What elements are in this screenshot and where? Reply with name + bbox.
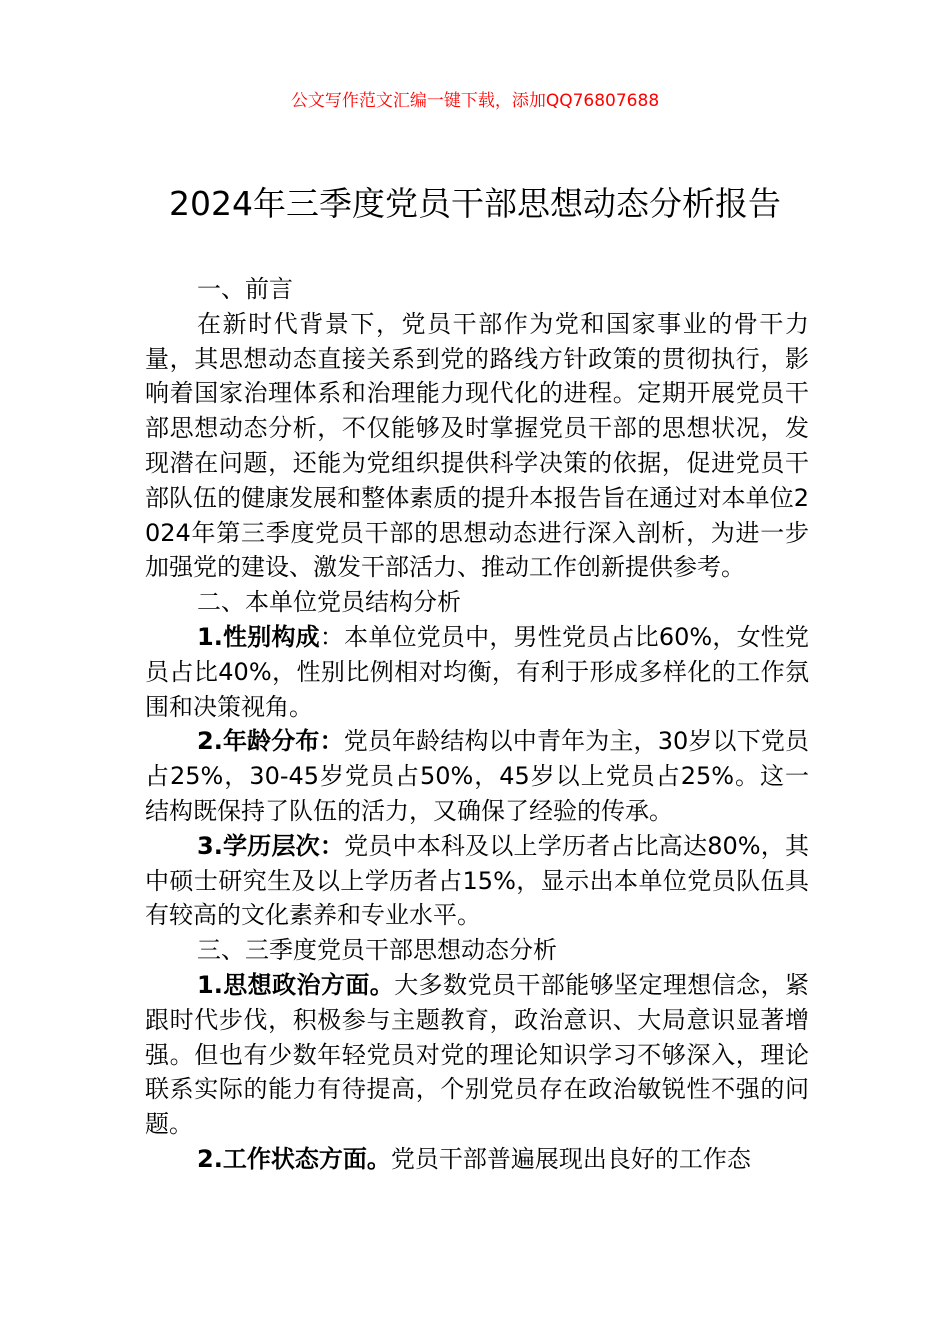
header-note: 公文写作范文汇编一键下载，添加QQ76807688 — [290, 91, 660, 111]
section-heading-analysis: 三、三季度党员干部思想动态分析 — [197, 936, 557, 965]
preface-paragraph: 在新时代背景下，党员干部作为党和国家事业的骨干力量，其思想动态直接关系到党的路线方针政策的贯彻执行，影响着国家治理体系和治理能力现代化的进程。定期开展党员干部思想动态分析，不仅能够及时掌握党员干部的思想状况，发现潜在问题，还能为党组织提供科学决策的依据，促进党员干部队伍的健康发展和整体素质的提升本报告旨在通过对本单位2024年第三季度党员干部的思想动态进行深入剖析，为进一步加强党的建设、激发干部活力、推动工作创新提供参考。 — [145, 309, 809, 582]
structure-education-paragraph — [145, 829, 809, 933]
document-body — [145, 272, 809, 1177]
section-heading-preface: 一、前言 — [197, 275, 293, 303]
section-heading-structure: 二、本单位党员结构分析 — [197, 588, 461, 617]
document-title: 2024年三季度党员干部思想动态分析报告 — [169, 184, 781, 223]
analysis-political-paragraph — [145, 968, 809, 1142]
paragraph-text: 党员中本科及以上学历者占比高达80%，其中硕士研究生及以上学历者占15%，显示出本单位党员队伍具有较高的文化素养和专业水平。 — [145, 831, 809, 930]
paragraph-lead: 2.工作状态方面。 — [197, 1144, 391, 1173]
paragraph-text: 党员干部普遍展现出良好的工作态 — [390, 1144, 751, 1173]
paragraph-lead: 3.学历层次： — [197, 831, 345, 860]
paragraph-lead: 2.年龄分布： — [197, 727, 344, 756]
structure-age-paragraph — [145, 724, 809, 828]
analysis-work-paragraph — [145, 1142, 809, 1177]
structure-gender-paragraph — [145, 620, 809, 724]
paragraph-text: ：本单位党员中，男性党员占比60%，女性党员占比40%，性别比例相对均衡，有利于形成多样化的工作氛围和决策视角。 — [145, 622, 809, 721]
paragraph-text: 大多数党员干部能够坚定理想信念，紧跟时代步伐，积极参与主题教育，政治意识、大局意识显著增强。但也有少数年轻党员对党的理论知识学习不够深入，理论联系实际的能力有待提高，个别党员存在政治敏锐性不强的问题。 — [145, 970, 809, 1139]
paragraph-text: 党员年龄结构以中青年为主，30岁以下党员占25%，30-45岁党员占50%，45岁以上党员占25%。这一结构既保持了队伍的活力，又确保了经验的传承。 — [145, 727, 809, 825]
paragraph-lead: 1.性别构成 — [197, 622, 320, 651]
paragraph-lead: 1.思想政治方面。 — [197, 970, 395, 999]
